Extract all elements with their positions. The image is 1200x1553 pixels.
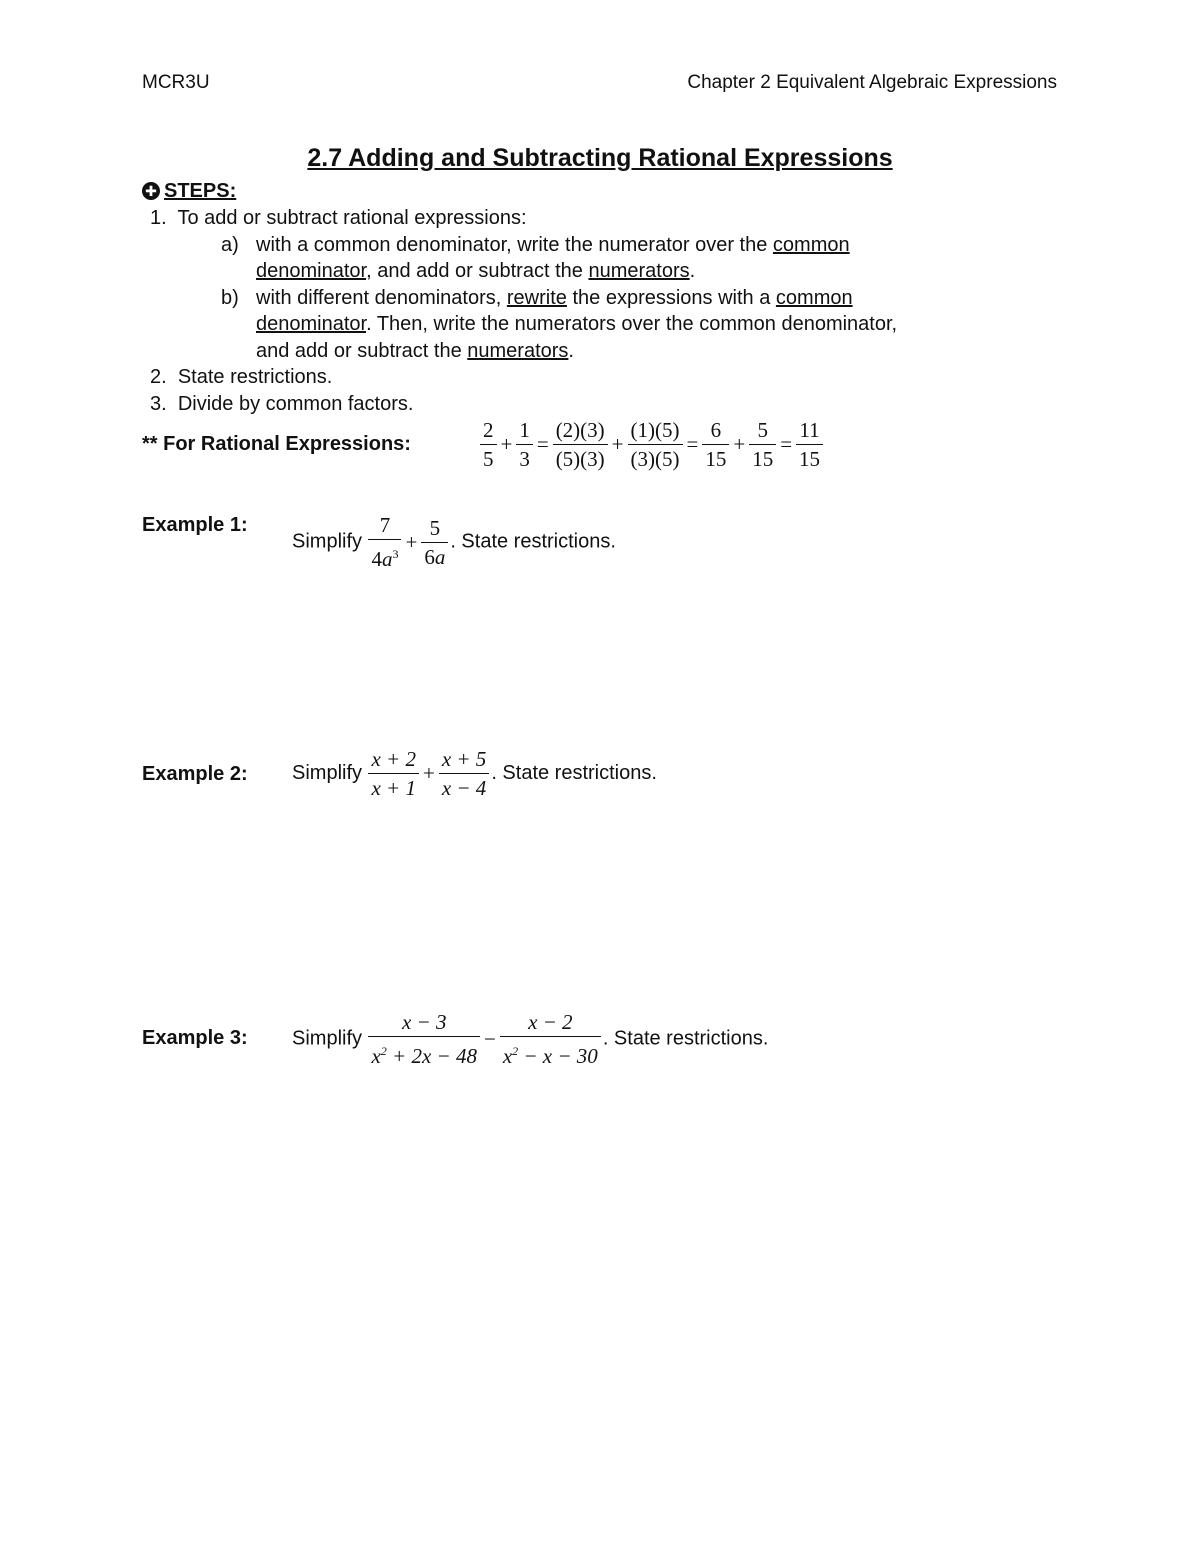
step-text: with different denominators, xyxy=(256,287,507,309)
step-number: 3. xyxy=(150,393,167,415)
underlined-term: denominator xyxy=(256,260,367,282)
underlined-term: numerators xyxy=(467,340,569,362)
fraction: $\frac{7}{4a^3}$ xyxy=(368,511,401,573)
fraction: $\frac{x + 5}{x - 4}$ xyxy=(439,745,490,802)
step-1 xyxy=(150,207,527,230)
rational-note-example: $\frac{2}{5}$ + $\frac{1}{3}$ = $\frac{(2)(3)}{(5)(3)}$ + $\frac{(1)(5)}{(3)(5)}$ = $\frac{6}{15}$ + $\frac{5}{15}$ = $\frac{11}{15}$ xyxy=(478,416,825,473)
step-text: the expressions with a xyxy=(566,287,776,309)
fraction: $\frac{5}{6a}$ xyxy=(421,514,448,571)
page-title: 2.7 Adding and Subtracting Rational Expressions xyxy=(307,144,893,172)
step-1a-label: a) xyxy=(221,234,239,256)
rational-note-label: ** For Rational Expressions: xyxy=(142,433,411,455)
step-text: . xyxy=(568,340,574,362)
steps-icon: ✚ xyxy=(142,182,160,200)
steps-label: STEPS: xyxy=(164,180,237,202)
fraction: $\frac{x - 3}{x^2 + 2x - 48}$ xyxy=(368,1008,480,1070)
step-1b-line1 xyxy=(256,287,853,310)
step-text: and add or subtract the xyxy=(256,340,468,362)
fraction: $\frac{x + 2}{x + 1}$ xyxy=(368,745,419,802)
step-text: To add or subtract rational expressions: xyxy=(177,207,527,229)
step-1a-line2 xyxy=(256,260,695,283)
step-1b-line3 xyxy=(256,340,574,363)
step-1b-line2 xyxy=(256,313,897,336)
step-number: 2. xyxy=(150,366,167,388)
step-text: State restrictions. xyxy=(177,366,333,388)
step-1b-label: b) xyxy=(221,287,239,309)
step-2 xyxy=(150,366,332,389)
step-text: , and add or subtract the xyxy=(366,260,589,282)
underlined-term: common xyxy=(775,287,853,309)
underlined-term: rewrite xyxy=(506,287,567,309)
chapter-title: Chapter 2 Equivalent Algebraic Expressions xyxy=(687,72,1057,93)
step-text: Divide by common factors. xyxy=(177,393,414,415)
simplify-word: Simplify xyxy=(292,762,363,784)
underlined-term: numerators xyxy=(588,260,690,282)
instruction: . State restrictions. xyxy=(450,530,616,553)
step-text: . Then, write the numerators over the common denominator, xyxy=(366,313,898,335)
example-3-label: Example 3: xyxy=(142,1027,248,1049)
step-number: 1. xyxy=(150,207,167,229)
example-1-label: Example 1: xyxy=(142,514,248,536)
step-1a-line1 xyxy=(256,234,850,257)
fraction: $\frac{x - 2}{x^2 - x - 30}$ xyxy=(500,1008,601,1070)
example-2-problem: Simplify $\frac{x + 2}{x + 1}$ + $\frac{x + 5}{x - 4}$ . State restrictions. xyxy=(292,747,657,800)
instruction: . State restrictions. xyxy=(602,1027,769,1050)
example-3-problem: Simplify $\frac{x - 3}{x^2 + 2x - 48}$ − $\frac{x - 2}{x^2 - x - 30}$ . State restrictions. xyxy=(292,1010,769,1068)
course-code: MCR3U xyxy=(142,72,210,93)
fraction: $\frac{1}{3}$ xyxy=(516,416,533,473)
fraction: $\frac{6}{15}$ xyxy=(702,416,729,473)
example-2-label: Example 2: xyxy=(142,763,248,785)
step-3 xyxy=(150,393,413,416)
underlined-term: common xyxy=(772,234,850,256)
simplify-word: Simplify xyxy=(292,1027,363,1050)
step-text: . xyxy=(689,260,696,282)
step-text: with a common denominator, write the numerator over the xyxy=(256,234,773,256)
fraction: $\frac{2}{5}$ xyxy=(480,416,497,473)
instruction: . State restrictions. xyxy=(491,762,657,784)
example-1-problem: Simplify $\frac{7}{4a^3}$ + $\frac{5}{6a}$ . State restrictions. xyxy=(292,513,616,571)
fraction: $\frac{(1)(5)}{(3)(5)}$ xyxy=(628,416,683,473)
fraction: $\frac{(2)(3)}{(5)(3)}$ xyxy=(553,416,608,473)
simplify-word: Simplify xyxy=(292,530,363,553)
fraction: $\frac{5}{15}$ xyxy=(749,416,776,473)
underlined-term: denominator xyxy=(256,313,367,335)
steps-heading xyxy=(142,180,236,203)
fraction: $\frac{11}{15}$ xyxy=(796,416,823,473)
